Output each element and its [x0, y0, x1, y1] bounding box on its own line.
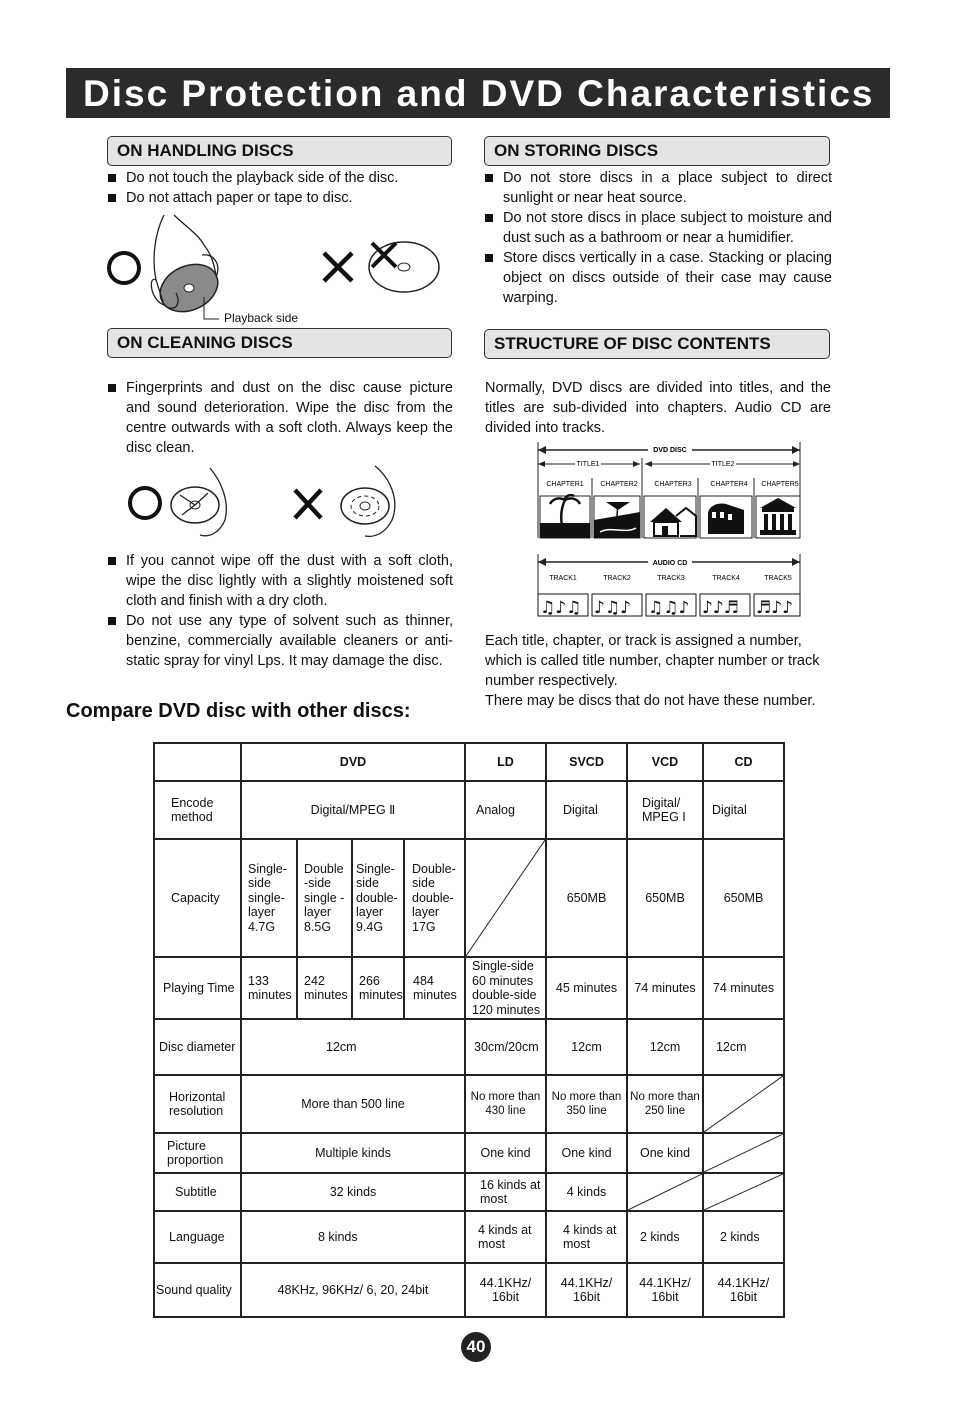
title-label: TITLE2: [711, 461, 735, 468]
table-cell: Digital: [703, 781, 784, 839]
incorrect-x-icon: [324, 253, 352, 281]
table-cell: No more than 430 line: [465, 1075, 546, 1133]
cleaning-list-1: [108, 378, 453, 458]
structure-heading: STRUCTURE OF DISC CONTENTS: [484, 329, 830, 359]
table-row: [154, 1019, 784, 1075]
chapter-label: CHAPTER2: [600, 481, 638, 488]
table-row: [154, 1173, 784, 1211]
table-cell: No more than 350 line: [546, 1075, 627, 1133]
table-cell: Single- side double- layer 9.4G: [352, 839, 404, 957]
table-row: [154, 1211, 784, 1263]
music-notes-icon: ♫♪♫: [540, 598, 582, 618]
chapter-picture-house-icon: [644, 496, 696, 538]
table-cell: 74 minutes: [703, 957, 784, 1019]
list-item: If you cannot wipe off the dust with a soft cloth, wipe the disc lightly with a slightly moistened soft cloth and finish with a dry cloth.: [108, 551, 453, 611]
table-cell: 44.1KHz/ 16bit: [627, 1263, 703, 1317]
music-notes-icon: ♫♫♪: [648, 598, 690, 618]
row-label: Sound quality: [154, 1263, 241, 1317]
table-cell-empty: [703, 1133, 784, 1173]
table-cell: Multiple kinds: [241, 1133, 465, 1173]
chapter-label: CHAPTER4: [710, 481, 748, 488]
chapter-picture-train-icon: [700, 496, 752, 538]
music-notes-icon: ♪♪♬: [702, 598, 739, 618]
table-cell: Single-side 60 minutes double-side 120 minutes: [465, 957, 546, 1019]
table-cell: 44.1KHz/ 16bit: [703, 1263, 784, 1317]
table-cell: 32 kinds: [241, 1173, 465, 1211]
structure-intro: Normally, DVD discs are divided into titles, and the titles are sub-divided into chapters. Audio CD are divided into tracks.: [485, 380, 831, 436]
header-dvd: DVD: [241, 743, 465, 781]
table-cell: Analog: [465, 781, 546, 839]
table-cell: [154, 743, 241, 781]
table-cell: 12cm: [703, 1019, 784, 1075]
cleaning-list-2: [108, 551, 453, 671]
audio-cd-label: AUDIO CD: [652, 560, 688, 567]
playback-side-caption: Playback side: [224, 311, 299, 325]
structure-note-1: Each title, chapter, or track is assigned a number, which is called title number, chapter number or track number respectively.: [485, 633, 820, 689]
music-notes-icon: ♬♪♪: [756, 598, 793, 618]
storing-heading: ON STORING DISCS: [484, 136, 830, 166]
table-cell: 16 kinds at most: [465, 1173, 546, 1211]
table-row: [154, 957, 784, 1019]
page-number: 40: [461, 1332, 491, 1362]
table-cell: Double -side single -layer 8.5G: [297, 839, 352, 957]
row-label: Encode method: [154, 781, 241, 839]
comparison-table: [153, 742, 785, 1318]
table-row: [154, 1133, 784, 1173]
row-label: Disc diameter: [154, 1019, 241, 1075]
track-label: TRACK5: [764, 575, 792, 582]
table-cell: 44.1KHz/ 16bit: [546, 1263, 627, 1317]
list-item: Store discs vertically in a case. Stacking or placing object on discs outside of their case may cause warping.: [485, 248, 832, 308]
structure-note-2: There may be discs that do not have these number.: [485, 693, 816, 709]
row-label: Capacity: [154, 839, 241, 957]
music-notes-icon: ♪♫♪: [594, 598, 631, 618]
table-cell-empty: [703, 1075, 784, 1133]
header-vcd: VCD: [627, 743, 703, 781]
table-cell: 650MB: [627, 839, 703, 957]
storing-list: [485, 168, 832, 308]
table-cell: 133 minutes: [241, 957, 297, 1019]
hand-holding-disc-icon: [151, 215, 225, 321]
table-cell-empty: [465, 839, 546, 957]
table-cell: 12cm: [241, 1019, 465, 1075]
table-cell: 4 kinds at most: [546, 1211, 627, 1263]
table-cell: 48KHz, 96KHz/ 6, 20, 24bit: [241, 1263, 465, 1317]
track-label: TRACK3: [657, 575, 685, 582]
cleaning-disc-correct-icon: [171, 468, 226, 536]
table-cell: 4 kinds at most: [465, 1211, 546, 1263]
header-ld: LD: [465, 743, 546, 781]
disc-with-fingers-icon: [369, 242, 439, 292]
track-label: TRACK4: [712, 575, 740, 582]
header-svcd: SVCD: [546, 743, 627, 781]
table-row: [154, 839, 784, 957]
row-label: Horizontal resolution: [154, 1075, 241, 1133]
list-item: Do not store discs in a place subject to direct sunlight or near heat source.: [485, 168, 832, 208]
list-item: Do not store discs in place subject to moisture and dust such as a bathroom or near a humidifier.: [485, 208, 832, 248]
table-cell: One kind: [465, 1133, 546, 1173]
table-cell: Digital/ MPEG I: [627, 781, 703, 839]
chapter-picture-palm-icon: [540, 495, 590, 538]
page-title: Disc Protection and DVD Characteristics: [66, 68, 890, 118]
table-cell-empty: [627, 1173, 703, 1211]
chapter-picture-beach-icon: [594, 496, 640, 538]
cleaning-heading: ON CLEANING DISCS: [107, 328, 452, 358]
correct-circle-icon: [109, 253, 139, 283]
header-cd: CD: [703, 743, 784, 781]
table-cell: 30cm/20cm: [465, 1019, 546, 1075]
table-cell: Double- side double- layer 17G: [404, 839, 465, 957]
table-cell: More than 500 line: [241, 1075, 465, 1133]
table-cell: 650MB: [703, 839, 784, 957]
table-cell: 12cm: [627, 1019, 703, 1075]
chapter-label: CHAPTER5: [761, 481, 799, 488]
list-item: Do not use any type of solvent such as thinner, benzine, commercially available cleaners or anti-static spray for vinyl Lps. It may damage the disc.: [108, 611, 453, 671]
row-label: Subtitle: [154, 1173, 241, 1211]
table-cell: Single- side single- layer 4.7G: [241, 839, 297, 957]
table-cell: 484 minutes: [404, 957, 465, 1019]
correct-circle-icon: [130, 488, 160, 518]
table-cell: 2 kinds: [703, 1211, 784, 1263]
track-label: TRACK2: [603, 575, 631, 582]
cleaning-disc-incorrect-icon: [341, 466, 395, 536]
table-cell: 2 kinds: [627, 1211, 703, 1263]
table-cell: Digital: [546, 781, 627, 839]
row-label: Language: [154, 1211, 241, 1263]
table-cell: 44.1KHz/ 16bit: [465, 1263, 546, 1317]
table-cell: 12cm: [546, 1019, 627, 1075]
table-cell: 266 minutes: [352, 957, 404, 1019]
row-label: Playing Time: [154, 957, 241, 1019]
table-cell: 4 kinds: [546, 1173, 627, 1211]
table-cell: 242 minutes: [297, 957, 352, 1019]
table-row: [154, 1075, 784, 1133]
title-label: TITLE1: [576, 461, 600, 468]
table-row: [154, 743, 784, 781]
handling-heading: ON HANDLING DISCS: [107, 136, 452, 166]
list-item: Fingerprints and dust on the disc cause picture and sound deterioration. Wipe the disc from the centre outwards with a soft cloth. Always keep the disc clean.: [108, 378, 453, 458]
disc-structure-diagram: [530, 438, 810, 620]
table-cell: 650MB: [546, 839, 627, 957]
chapter-label: CHAPTER3: [654, 481, 692, 488]
table-cell: 74 minutes: [627, 957, 703, 1019]
cleaning-illustration: [120, 460, 420, 545]
table-cell: 8 kinds: [241, 1211, 465, 1263]
table-cell: Digital/MPEG Ⅱ: [241, 781, 465, 839]
compare-title: Compare DVD disc with other discs:: [66, 700, 411, 722]
list-item: Do not attach paper or tape to disc.: [108, 188, 458, 208]
incorrect-x-icon: [295, 490, 321, 518]
dvd-disc-label: DVD DISC: [653, 447, 687, 454]
table-cell: One kind: [627, 1133, 703, 1173]
row-label: Picture proportion: [154, 1133, 241, 1173]
table-cell: 45 minutes: [546, 957, 627, 1019]
handling-list: [108, 168, 458, 208]
list-item: Do not touch the playback side of the disc.: [108, 168, 458, 188]
table-row: [154, 1263, 784, 1317]
table-cell: One kind: [546, 1133, 627, 1173]
track-label: TRACK1: [549, 575, 577, 582]
table-row: [154, 781, 784, 839]
table-cell-empty: [703, 1173, 784, 1211]
chapter-label: CHAPTER1: [546, 481, 584, 488]
chapter-picture-temple-icon: [756, 496, 800, 538]
table-cell: No more than 250 line: [627, 1075, 703, 1133]
